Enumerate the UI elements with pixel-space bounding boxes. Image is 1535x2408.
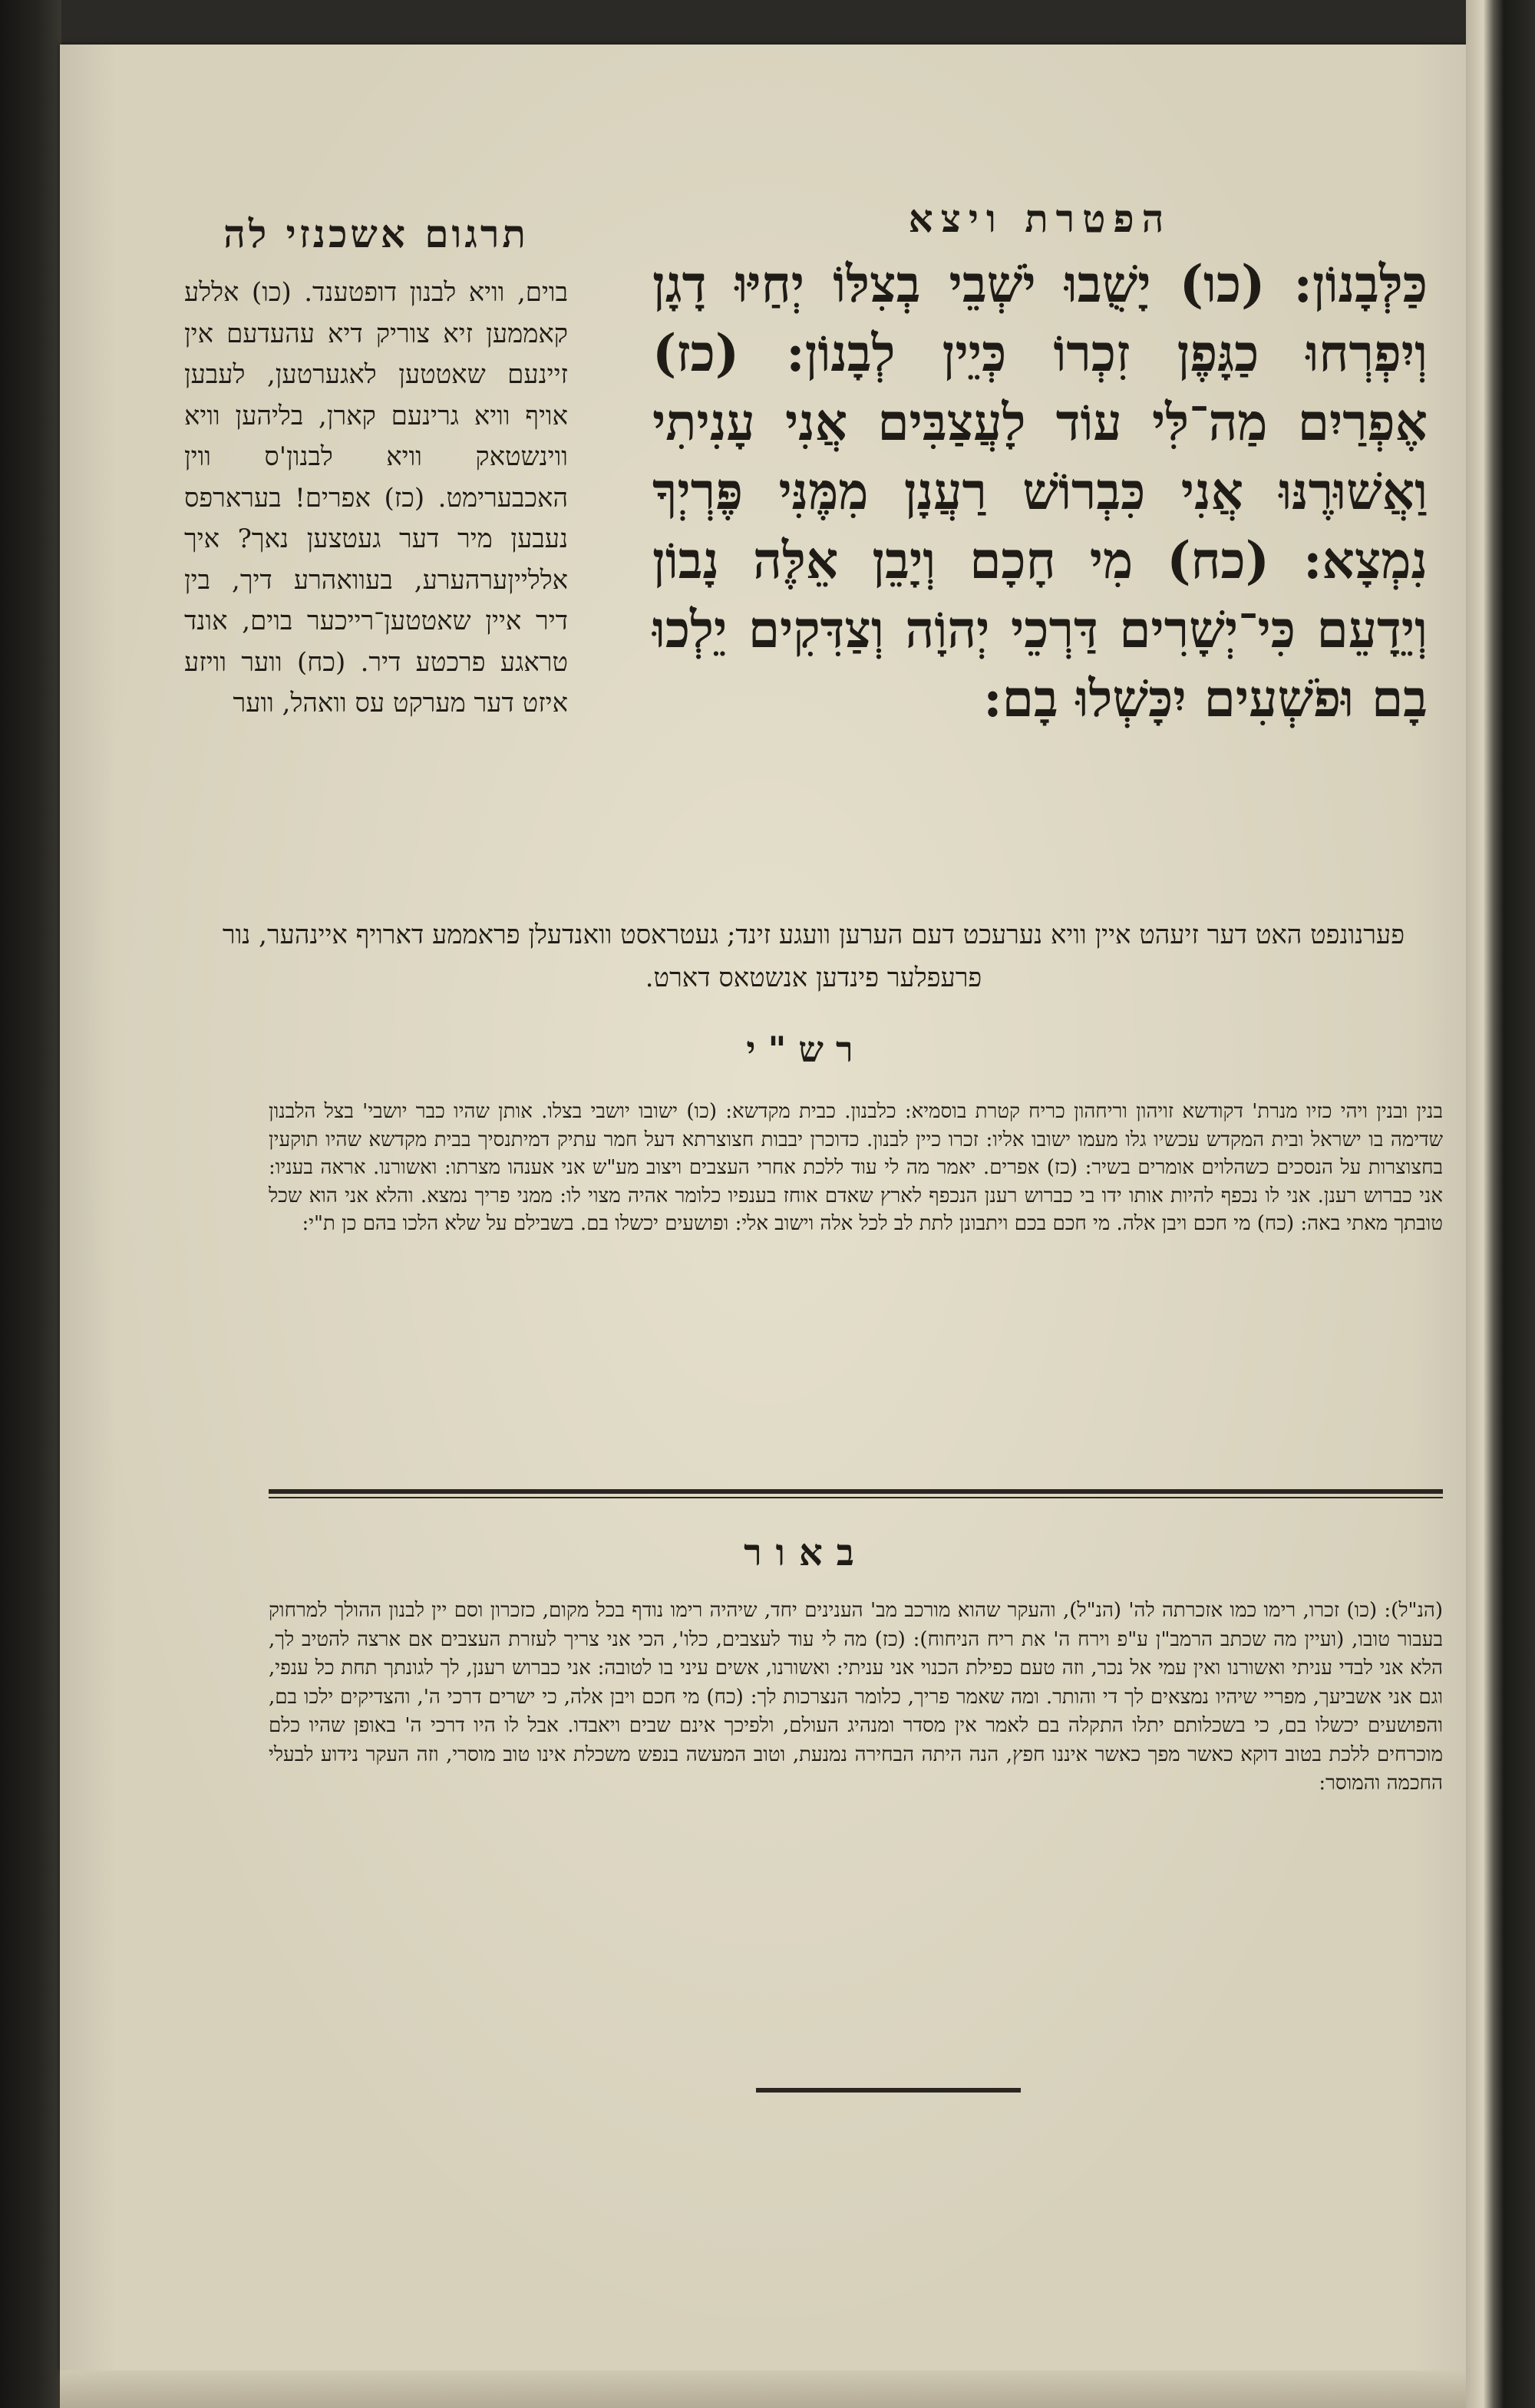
end-divider [756, 2088, 1021, 2093]
page-stack-edge [1466, 0, 1535, 2408]
biur-title: באור [744, 1531, 868, 1574]
rashi-title: רש"י [746, 1029, 866, 1070]
translation-continuation: פערנונפט האט דער זיעהט איין וויא נערעכט דעם הערען וועגע זינד; געטראסט וואנדעלן פראממע דארויף איינהער, נור פרעפלער פינדען אנשטאס דארט. [222, 920, 1405, 993]
page-bottom-edge [60, 2370, 1468, 2408]
section-divider-thin [269, 1497, 1443, 1498]
rashi-commentary: בנין ובנין ויהי כזיו מנרת' דקודשא זויהון וריחהון כריח קטרת בוסמיא: כלבנון. כבית מקדשא: (כו) ישובו יושבי בצלו. אותן שהיו כבר יושבי' בצל הלבנון שדימה בו ישראל ובית המקדש עכשיו גלו מעמו ישובו אליו: זכרו כיין לבנון. כדוכרן יבבות חצוצרתא דעל חמר עתיק דמיתנסיך בבית מקדשא שהיו תוקעין בחצוצרות על הנסכים כשהלוים אומרים בשיר: (כז) אפרים. יאמר מה לי עוד ללכת אחרי העצבים ויצוב מע"ש אני אענהו מצרתו: ואשורנו. אראה בעניו: אני כברוש רענן. אני לו נכפף להיות אותו ידו בי כברוש רענן הנכפף לארץ שאדם אוחז בענפיו כלומר אהיה מצוי לו: ממני פריך נמצא. והלא אני הוא שכל טובתך מאתי באה: (כח) מי חכם ויבן אלה. מי חכם בכם ויתבונן לתת לב לכל אלה וישוב אלי: ופושעים יכשלו בם. בשבילם על שלא הלכו בהם כן ת"י: [269, 1100, 1443, 1235]
translation-text: בוים, וויא לבנון דופטענד. (כו) אללע קאממען זיא צוריק דיא עהעדעם אין זיינעם שאטטען לאגערטען, לעבען אויף וויא גרינעם קארן, בליהען וויא ווינשטאק וויא לבנון'ס ווין האכבערימט. (כז) אפרים! בערארפס נעבען מיר דער געטצען נאך? איך אללייןערהערע, בעוואהרע דיך, בין דיר איין שאטטען־רייכער בוים, אונד טראגע פרכטע דיר. (כח) ווער וויזע איזט דער מערקט עס וואהל, ווער [184, 277, 568, 718]
haftarah-text: כַּלְּבָנוֹן: (כו) יָשֻׁבוּ יֹשְׁבֵי בְצִלּוֹ יְחַיּוּ דָגָן וְיִפְרְחוּ כַגָּפֶן זִכְרוֹ כְּיֵין לְבָנוֹן: (כז) אֶפְרַיִם מַה־לִּי עוֹד לָעֲצַבִּים אֲנִי עָנִיתִי וַאֲשׁוּרֶנּוּ אֲנִי כִּבְרוֹשׁ רַעֲנָן מִמֶּנִּי פֶּרְיְךָ נִמְצָא: (כח) מִי חָכָם וְיָבֵן אֵלֶּה נָבוֹן וְיֵדָעֵם כִּי־יְשָׁרִים דַּרְכֵי יְהוָֹה וְצַדִּקִים יֵלְכוּ בָם וּפֹשְׁעִים יִכָּשְׁלוּ בָם: [652, 254, 1428, 728]
section-divider [269, 1489, 1443, 1494]
binding-shadow [0, 0, 61, 2408]
biur-commentary: (הנ"ל): (כו) זכרו, רימו כמו אזכרתה לה' (הנ"ל), והעקר שהוא מורכב מב' הענינים יחד, שיהיה רימו נודף בכל מקום, כזכרון וסם יין לבנון ההולך למרחוק בעבור טובו, (ועיין מה שכתב הרמב"ן ע"פ וירח ה' את ריח הניחוח): (כז) מה לי עוד לעצבים, כלו', הכי אני צריך לעזרת העצבים אם ארצה להטיב לך, הלא אני לבדי עניתי ואשורנו ואין עמי אל נכר, וזה טעם כפילת הכנוי אני עניתי: ואשורנו, אשים עיני בו לטובה: אני כברוש רענן, לך לגונתך תחת כל ענפי, וגם אני אשביעך, מפריי שיהיו נמצאים לך די והותר. ומה שאמר פריך, כלומר הנצרכות לך: (כח) מי חכם ויבן אלה, כי ישרים דרכי ה', והצדיקים ילכו בם, והפושעים יכשלו בם, כי בשכלותם יתלו התקלה בם לאמר אין מסדר ומנהיג העולם, ולפיכך אינם שבים ויאבדו. אבל לו היו דרכי ה' באופן שהיו כלם מוכרחים ללכת בטוב דוקא כאשר מפך כאשר איננו חפץ, הנה היתה הבחירה נמנעת, וטוב המעשה בנפש משכלת אינו טוב מוסרי, וזה העקר נידוע לבעלי החכמה והמוסר: [269, 1599, 1443, 1795]
haftarah-heading: הפטרת ויצא [908, 196, 1172, 241]
translation-heading: תרגום אשכנזי לה [223, 211, 529, 256]
